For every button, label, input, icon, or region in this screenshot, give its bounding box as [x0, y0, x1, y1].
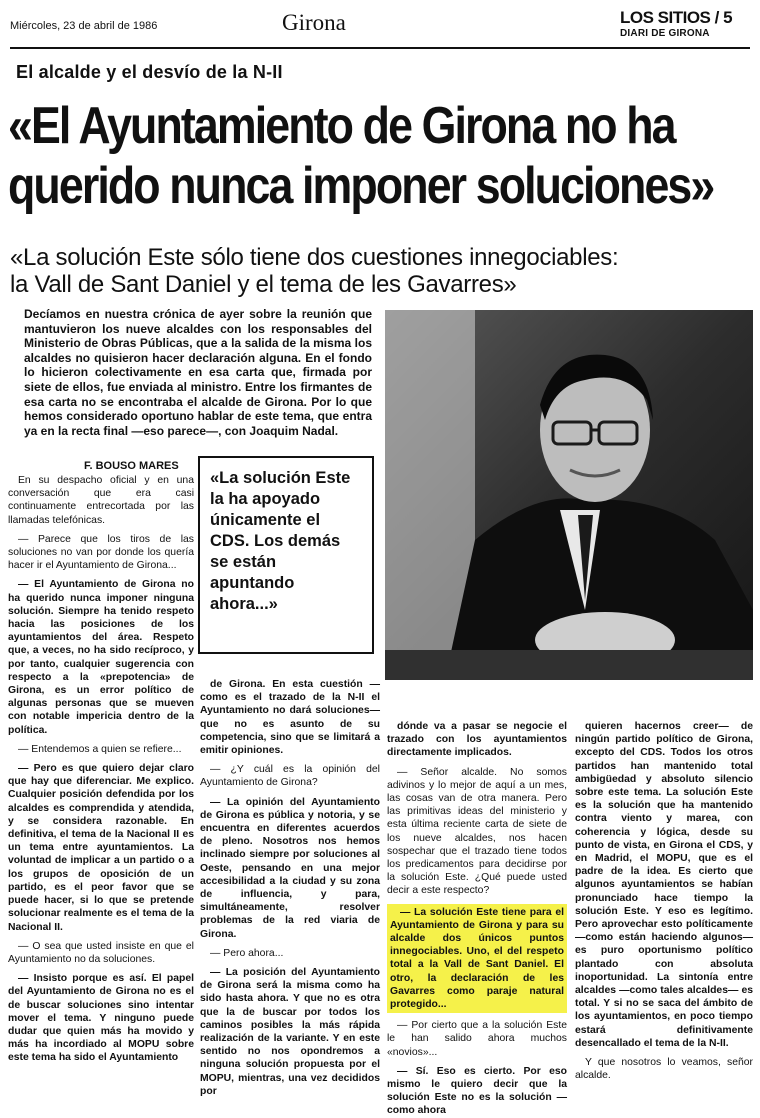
article-paragraph: — Entendemos a quien se refiere...	[18, 743, 182, 755]
subheadline-line-1: «La solución Este sólo tiene dos cuestiones innegociables:	[10, 244, 619, 271]
subheadline	[10, 244, 750, 298]
column-2	[200, 678, 380, 1097]
newspaper-brand	[620, 8, 750, 39]
article-paragraph: — ¿Y cuál es la opinión del Ayuntamiento de Girona?	[200, 764, 380, 789]
headline-line-1: «El Ayuntamiento de Girona no ha	[8, 97, 675, 155]
masthead	[10, 6, 750, 46]
headline-line-2: querido nunca imponer soluciones»	[8, 157, 714, 215]
article-paragraph: — Señor alcalde. No somos adivinos y lo mejor de aquí a un mes, las cosas van de otra manera. Pero las primitivas ideas del ministerio y esta última reciente carta de siete de los nueve alcaldes, nos hacen sospechar que el trazado tiene todos los predicamentos para decidirse por la solución Este. ¿Qué puede usted decir a este respecto?	[387, 766, 567, 897]
article-paragraph: — Sí. Eso es cierto. Por eso mismo le quiero decir que la solución Este no es la solución —como ahora	[387, 1065, 567, 1117]
article-paragraph: — La solución Este tiene para el Ayuntamiento de Girona y para su alcalde dos únicos puntos innegociables. Uno, el del respeto total a la Vall de Sant Daniel. El otro, la declaración de les Gavarres como paraje natural protegido...	[387, 904, 567, 1014]
headline	[8, 96, 714, 216]
article-paragraph: — Por cierto que a la solución Este le han salido ahora muchos «novios»...	[387, 1020, 567, 1058]
subheadline-line-2: la Vall de Sant Daniel y el tema de les Gavarres»	[10, 271, 517, 298]
article-paragraph: quieren hacernos creer— de ningún partido político de Girona, excepto del CDS. Todos los otros partidos han mantenido total ambigüedad y absoluto silencio sobre este tema. La solución Este es la solución que ha mantenido contra viento y marea, con coherencia y lógica, desde su punto de vista, en Girona el CDS, y en Madrid, el MOPU, que es el padre de la idea. Es cierto que algunos ayuntamientos se habían pronunciado hace tiempo la solución Este. Y eso es legítimo. Pero aprovechar esto políticamente —como están haciendo algunos— es puro oportunismo político plantado con absoluta inoportunidad. La sintonía entre alcaldes —como tales alcaldes— es total. Y si no se saca del ámbito de los ayuntamientos, en poco tiempo estará definitivamente desencallado el tema de la N-II.	[575, 721, 753, 1049]
byline: F. BOUSO MARES	[84, 460, 179, 472]
article-paragraph: de Girona. En esta cuestión —como es el trazado de la N-II el Ayuntamiento no dará soluciones— que no es asunto de su competencia, sino que se limitará a emitir opiniones.	[200, 679, 380, 757]
column-4	[575, 720, 753, 1082]
intro-paragraph: Decíamos en nuestra crónica de ayer sobre la reunión que mantuvieron los nueve alcaldes con los responsables del Ministerio de Obras Públicas, que a la salida de la misma los alcaldes no quisieron hacer declaración alguna. En el fondo lo hicieron colectivamente en esa carta que, firmada por siete de ellos, fue enviada al ministro. Entre los firmantes de esa carta no se encontraba el alcalde de Girona. Por lo que hemos considerado oportuno hablar de este tema, que entra ya en la recta final —eso parece—, con Joaquim Nadal.	[24, 307, 372, 438]
article-paragraph: — La posición del Ayuntamiento de Girona será la misma como ha sido hasta ahora. Y que no es otra que la de buscar por todos los caminos posibles la más rápida realización de la variante. Y en este sentido no nos opondremos a ninguna solución propuesta por el MOPU, mientras, una vez decididos por	[200, 967, 380, 1097]
article-paragraph: Y que nosotros lo veamos, señor alcalde.	[575, 1057, 753, 1082]
column-1	[8, 474, 194, 1066]
article-paragraph: En su despacho oficial y en una conversación que era casi continuamente entrecortada por las llamadas telefónicas.	[8, 475, 194, 526]
article-paragraph: — La opinión del Ayuntamiento de Girona es pública y notoria, y se encuentra en diferentes acuerdos de pleno. Nosotros nos hemos inclinado siempre por soluciones al Oeste, pensando en una mejor accesibilidad a la ciudad y su zona de influencia, y para, simultáneamente, resolver problemas de la red viaria de Girona.	[200, 796, 380, 940]
kicker: El alcalde y el desvío de la N-II	[16, 62, 283, 82]
article-paragraph: — El Ayuntamiento de Girona no ha querido nunca imponer ninguna solución. Siempre ha tenido respeto hacia las posiciones de los ayuntamientos del área. Respeto que, a veces, no ha sido recíproco, y por tanto, cualquier sugerencia con respecto a la «prepotencia» de Girona, es un error político de algunas personas que se mueven con notable impericia dentro de la política.	[8, 579, 194, 736]
brand-name: LOS SITIOS / 5	[620, 8, 733, 27]
section-title: Girona	[282, 10, 346, 35]
photo-illustration	[385, 310, 753, 680]
masthead-rule	[10, 47, 750, 49]
article-paragraph: — Insisto porque es así. El papel del Ayuntamiento de Girona no es el de buscar soluciones sino intentar mover el tema. Y ninguno puede dudar que quien más ha movido y más ha incordiado al MOPU sobre este tema ha sido el Ayuntamiento	[8, 973, 194, 1064]
article-paragraph: dónde va a pasar se negocie el trazado con los ayuntamientos directamente implicados.	[387, 721, 567, 759]
pull-quote: «La solución Este la ha apoyado únicamente el CDS. Los demás se están apuntando ahora...»	[198, 456, 374, 654]
mayor-photo	[385, 310, 753, 680]
article-paragraph: — Pero ahora...	[210, 947, 284, 959]
column-3	[387, 720, 567, 1117]
brand-subtitle: DIARI DE GIRONA	[620, 28, 710, 39]
masthead-date: Miércoles, 23 de abril de 1986	[10, 20, 158, 32]
article-paragraph: — Parece que los tiros de las soluciones no van por donde los quería hacer ir el Ayuntamiento de Girona...	[8, 533, 194, 572]
article-paragraph: — O sea que usted insiste en que el Ayuntamiento no da soluciones.	[8, 940, 194, 965]
article-paragraph: — Pero es que quiero dejar claro que hay que diferenciar. Me explico. Cualquier posición defendida por los alcaldes es comprendida y atendida, y se considera razonable. En definitiva, el tema de la Nacional II es un tema entre ayuntamientos. La voluntad de implicar a un partido o a los grupos de oposición de un partido, es el peor favor que se puede hacer, si lo que se pretende solucionar realmente es el tema de la Nacional II.	[8, 763, 194, 933]
